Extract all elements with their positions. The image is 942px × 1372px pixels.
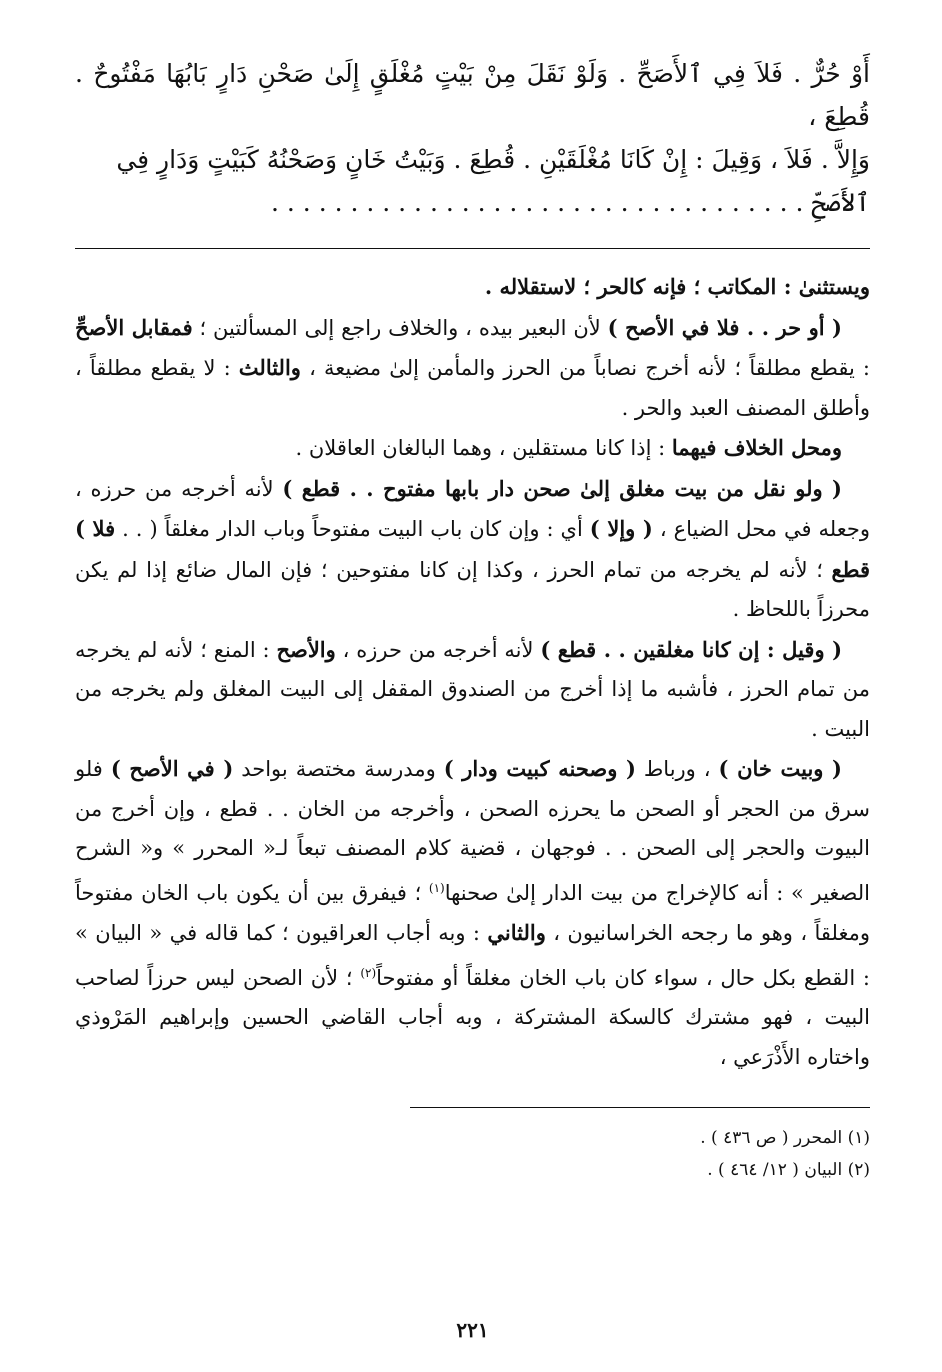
- commentary-bold: والثاني: [487, 920, 546, 945]
- footnote: (١) المحرر ( ص ٤٣٦ ) .: [700, 1128, 870, 1148]
- footnote: (٢) البيان ( ١٢/ ٤٦٤ ) .: [707, 1160, 870, 1180]
- commentary-text: فلو سرق من الحجر أو الصحن ما يحرزه الصحن ، وأخرجه من الخان . . قطع ، وإن أخرج من البيوت والحجر إلى الصحن . . فوجهان ، قضية كلام المصنف تبعاً لـ« المحرر » و« الشرح الصغير » : أنه كالإخراج من بيت الدار إلىٰ صحنها: [75, 757, 870, 905]
- main-text-line: أَوْ حُرٌّ . فَلاَ فِي ٱلأَصَحِّ . وَلَوْ نَقَلَ مِنْ بَيْتٍ مُغْلَقٍ إِلَىٰ صَحْنِ دَارٍ بَابُهَا مَفْتُوحٌ . قُطِعَ ،: [75, 59, 870, 131]
- commentary-paragraph: [75, 630, 870, 750]
- commentary-text: لأنه أخرجه من حرزه ،: [335, 637, 541, 662]
- commentary-text: : يقطع مطلقاً ؛ لأنه أخرج نصاباً من الحرز والمأمن إلىٰ مضيعة ،: [300, 356, 871, 380]
- commentary-text: ، ورباط: [635, 757, 719, 781]
- footnote-ref[interactable]: (٢): [360, 965, 377, 980]
- commentary-text: لأن البعير بيده ، والخلاف راجع إلى المسألتين ؛: [192, 315, 608, 340]
- commentary-bold: فلا ) قطع: [75, 516, 870, 582]
- page-body: [75, 52, 870, 1342]
- commentary: [75, 267, 870, 1077]
- commentary-text: ومدرسة مختصة بواحد: [233, 757, 444, 781]
- commentary-bold: ( في الأصح ): [110, 756, 234, 781]
- commentary-text: : وبه أجاب العراقيون ؛ كما قاله في « البيان » : القطع بكل حال ، سواء كان باب الخان مغلقاً أو مفتوحاً: [75, 921, 870, 990]
- commentary-bold: ( وقيل : إن كانا مغلقين . . قطع ): [540, 636, 843, 662]
- commentary-paragraph: [75, 308, 870, 429]
- commentary-bold: ( ولو نقل من بيت مغلق إلىٰ صحن دار بابها مفتوح . . قطع ): [282, 475, 842, 501]
- footnote-ref[interactable]: (١): [428, 880, 445, 895]
- commentary-text: ؛ لأنه لم يخرجه من تمام الحرز ، وكذا إن كانا مفتوحين ؛ فإن المال ضائع إذا لم يكن محرزاً باللحاظ .: [75, 557, 870, 621]
- commentary-bold: ( وإلا ): [589, 516, 653, 541]
- commentary-text: : لا يقطع مطلقاً ، وأطلق المصنف العبد والحر .: [75, 356, 870, 420]
- commentary-text: ؛ لأن الصحن ليس حرزاً لصاحب البيت ، فهو مشترك كالسكة المشتركة ، وبه أجاب القاضي الحسين وإبراهيم المَرْوذي واختاره الأَذْرَعي ،: [75, 965, 870, 1069]
- main-text-line: وَإِلاَّ . فَلاَ ، وَقِيلَ : إِنْ كَانَا مُغْلَقَيْنِ . قُطِعَ . وَبَيْتُ خَانٍ وَصَحْنُهُ كَبَيْتٍ وَدَارٍ فِي: [116, 145, 870, 174]
- commentary-bold: ( وصحنه كبيت ودار ): [443, 756, 636, 781]
- page-number: ٢٢١: [456, 1318, 489, 1342]
- commentary-bold: والأصح: [276, 636, 336, 662]
- commentary-text: : إذا كانا مستقلين ، وهما البالغان العاقلان .: [295, 436, 672, 460]
- footnotes: [75, 1122, 870, 1186]
- commentary-text: : المنع ؛ لأنه لم يخرجه من تمام الحرز ، فأشبه ما إذا أخرج من الصندوق المقفل إلى البيت المغلق ولم يخرجه من البيت .: [75, 637, 870, 741]
- commentary-bold: ( وبيت خان ): [718, 756, 842, 781]
- commentary-text: أي : وإن كان باب البيت مفتوحاً وباب الدار مغلقاً ( . .: [115, 517, 590, 541]
- commentary-bold: ويستثنىٰ : المكاتب ؛ فإنه كالحر ؛ لاستقلاله .: [484, 274, 870, 299]
- main-text: [75, 52, 870, 224]
- commentary-paragraph: [75, 428, 870, 469]
- footnote-rule: [410, 1107, 870, 1108]
- commentary-bold: والثالث: [238, 355, 301, 380]
- separator-rule: [75, 248, 870, 249]
- commentary-bold: ومحل الخلاف فيهما: [671, 435, 842, 460]
- commentary-paragraph: [75, 469, 870, 630]
- commentary-text: ؛ فيفرق بين أن يكون باب الخان مفتوحاً ومغلقاً ، وهو ما رجحه الخراسانيون ،: [75, 880, 870, 945]
- commentary-paragraph: [75, 749, 870, 1077]
- commentary-bold: ( أو حر . . فلا في الأصح ): [607, 314, 842, 340]
- main-text-line: ٱلأَصَحِّ . . . . . . . . . . . . . . . . . . . . . . . . . . . . . . . . . .: [271, 188, 870, 217]
- commentary-paragraph: [75, 267, 870, 308]
- commentary-text: لأنه أخرجه من حرزه ، وجعله في محل الضياع ،: [75, 476, 870, 541]
- commentary-bold: فمقابل الأصحِّ: [75, 314, 193, 340]
